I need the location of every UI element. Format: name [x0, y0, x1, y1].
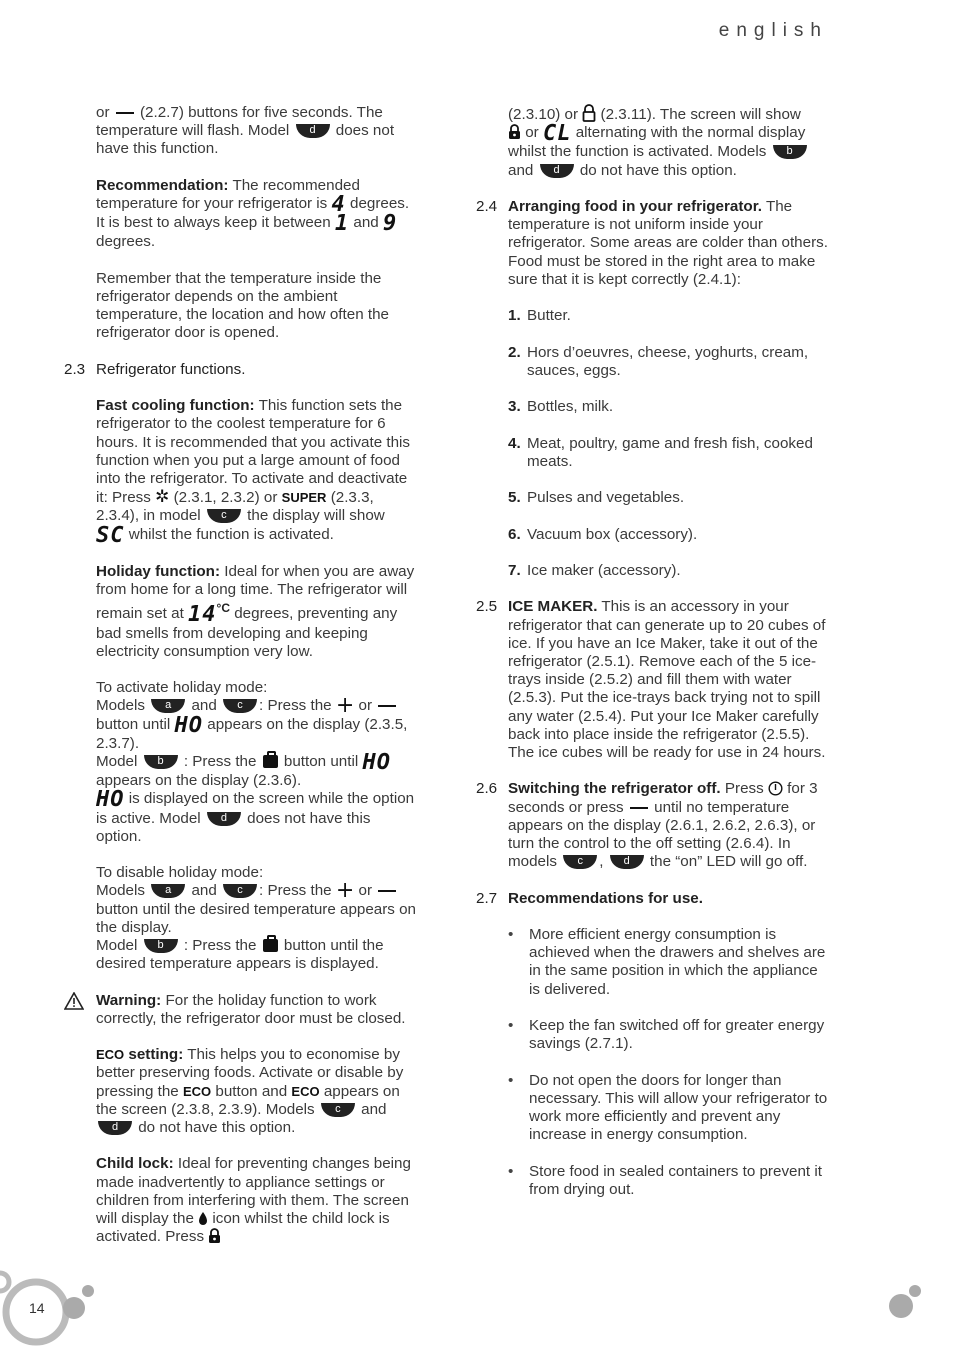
display-ho: HO: [174, 712, 204, 738]
model-badge-b: b: [144, 939, 178, 953]
model-badge-b: b: [773, 145, 807, 159]
suitcase-icon: [263, 755, 278, 768]
model-badge-d: d: [98, 1121, 132, 1135]
plus-icon: +: [335, 878, 355, 904]
food-zone-list: [508, 307, 830, 580]
display-ho: HO: [96, 787, 125, 813]
left-column: [64, 104, 416, 1265]
language-label: english: [718, 20, 828, 41]
model-badge-d: d: [540, 164, 574, 178]
plus-icon: +: [335, 693, 355, 719]
display-14: 14: [188, 602, 217, 628]
list-item: • Do not open the doors for longer than necessary. This will allow your refrigerator to work more efficiently and prevent any increase in energy consumption.: [508, 1072, 830, 1145]
list-item: 3. Bottles, milk.: [508, 398, 614, 416]
power-icon: [768, 781, 783, 796]
model-badge-c: c: [563, 855, 597, 869]
model-badge-c: c: [321, 1103, 355, 1117]
footer-circle-decoration: [0, 1268, 100, 1354]
fast-cooling-paragraph: Fast cooling function: This function sets the refrigerator to the coolest temperature for 6 hours. It is recommended that you activate this function when you put a large amount of food into the refrigerator. To activate and deactivate it: Press ✲ (2.3.1, 2.3.2) or SUPER (2.3.3, 2.3.4), in model c the display will show SC whilst the function is activated.: [96, 397, 411, 548]
child-lock-paragraph: Child lock: Ideal for preventing changes being made inadvertently to appliance settings or children from interfering with them. The screen will display the icon whilst the child lock is activated. Press: [96, 1155, 411, 1246]
child-lock-continued: (2.3.10) or (2.3.11). The screen will show or CL alternating with the normal display whilst the function is activated. Models b and d do not have this option.: [508, 106, 806, 179]
minus-icon: [116, 112, 134, 114]
minus-icon: [630, 807, 648, 809]
unlock-icon: [582, 104, 596, 122]
model-badge-c: c: [223, 699, 257, 713]
list-item: • Store food in sealed containers to prevent it from drying out.: [508, 1163, 830, 1199]
model-badge-a: a: [151, 699, 185, 713]
paragraph-buttons-five-seconds: or (2.2.7) buttons for five seconds. The temperature will flash. Model d does not have this function.: [96, 104, 395, 158]
section-2-3-heading: 2.3 Refrigerator functions.: [64, 360, 246, 378]
section-2-6-paragraph: 2.6 Switching the refrigerator off. Press for 3 seconds or press until no temperature appears on the display (2.6.1, 2.6.2, 2.6.3), or turn the control to the off setting (2.6.4). In models c , d the “on” LED will go off.: [476, 780, 818, 871]
eco-label: ECO: [182, 1083, 212, 1099]
right-column: [476, 104, 830, 1217]
list-item: • More efficient energy consumption is achieved when the drawers and shelves are in the same position in which the appliance is delivered.: [508, 926, 830, 999]
warning-paragraph: Warning: For the holiday function to work correctly, the refrigerator door must be closed.: [96, 992, 416, 1028]
display-ho: HO: [362, 750, 391, 776]
section-2-4-paragraph: 2.4 Arranging food in your refrigerator. The temperature is not uniform inside your refrigerator. Some areas are colder than others. Food must be stored in the right area to make sure that it is kept correctly (2.4.1):: [476, 198, 828, 288]
suitcase-icon: [263, 939, 278, 952]
list-item: 7. Ice maker (accessory).: [508, 561, 681, 579]
minus-icon: [378, 890, 396, 892]
disable-holiday-paragraph: To disable holiday mode: Models a and c : Press the + or button until the desired temperature appears on the display. Model b : Press the button until the desired temperature appears is displayed.: [96, 864, 416, 973]
recommendation-paragraph: Recommendation: The recommended temperature for your refrigerator is 4 degrees. It is best to always keep it between 1 and 9 degrees.: [96, 176, 410, 251]
snowflake-icon: ✲: [155, 487, 170, 508]
drop-icon: [198, 1211, 208, 1226]
eco-label: ECO: [291, 1083, 320, 1099]
warning-triangle-icon: [64, 992, 84, 1010]
display-digit: 4: [331, 192, 346, 217]
display-cl: CL: [542, 121, 572, 147]
list-item: 4. Meat, poultry, game and fresh fish, cooked meats.: [508, 434, 813, 470]
recommendations-list: [508, 926, 830, 1199]
page-number: 14: [29, 1300, 45, 1316]
footer-dots-decoration: [880, 1282, 930, 1322]
super-button-label: SUPER: [281, 490, 327, 506]
model-badge-d: d: [207, 812, 241, 826]
list-item: 1. Butter.: [508, 307, 571, 325]
minus-icon: [378, 705, 396, 707]
lock-icon: [508, 124, 521, 140]
list-item: • Keep the fan switched off for greater energy savings (2.7.1).: [508, 1017, 830, 1053]
lock-icon: [208, 1228, 221, 1244]
remember-paragraph: Remember that the temperature inside the refrigerator depends on the ambient temperature, the location and how often the refrigerator door is opened.: [96, 269, 389, 342]
activate-holiday-paragraph: To activate holiday mode: Models a and c : Press the + or button until HO appears on the display (2.3.5, 2.3.7). Model b : Press the button until HO appears on the display (2.3.6). HO is displayed on the screen while the option is active. Model d does not have this option.: [96, 679, 415, 845]
display-sc: SC: [96, 522, 125, 548]
display-digit: 1: [334, 211, 350, 237]
holiday-paragraph: Holiday function: Ideal for when you are away from home for a long time. The refrigerator will remain set at $14^{^\circ C}$ degrees, preventing any bad smells from developing and keeping electricity consumption very low.: [96, 563, 415, 660]
list-item: 2. Hors d’oeuvres, cheese, yoghurts, cream, sauces, eggs.: [508, 343, 809, 379]
model-badge-c: c: [207, 509, 241, 523]
model-badge-d: d: [296, 124, 330, 138]
list-item: 6. Vacuum box (accessory).: [508, 525, 698, 543]
model-badge-c: c: [223, 884, 257, 898]
model-badge-b: b: [144, 755, 178, 769]
section-2-5-paragraph: 2.5 ICE MAKER. This is an accessory in your refrigerator that can generate up to 20 cubes of ice. If you have an Ice Maker, take it out of the refrigerator (2.5.1). Remove each of the 5 ice-trays inside (2.5.2) and fill them with water (2.5.3). Put the ice-trays back trying not to spill any water (2.5.4). Put your Ice Maker carefully back into place inside the refrigerator (2.5.5). The ice cubes will be ready for use in 24 hours.: [476, 598, 826, 761]
list-item: 5. Pulses and vegetables.: [508, 489, 685, 507]
model-badge-a: a: [151, 884, 185, 898]
eco-label: ECO: [96, 1047, 125, 1063]
display-digit: 9: [382, 211, 398, 237]
model-badge-d: d: [610, 855, 644, 869]
section-2-7-heading: 2.7 Recommendations for use.: [476, 889, 703, 907]
eco-paragraph: ECO setting: This helps you to economise by better preserving foods. Activate or disable by pressing the ECO button and ECO appears on the screen (2.3.8, 2.3.9). Models c and d do not have this option.: [96, 1046, 404, 1137]
